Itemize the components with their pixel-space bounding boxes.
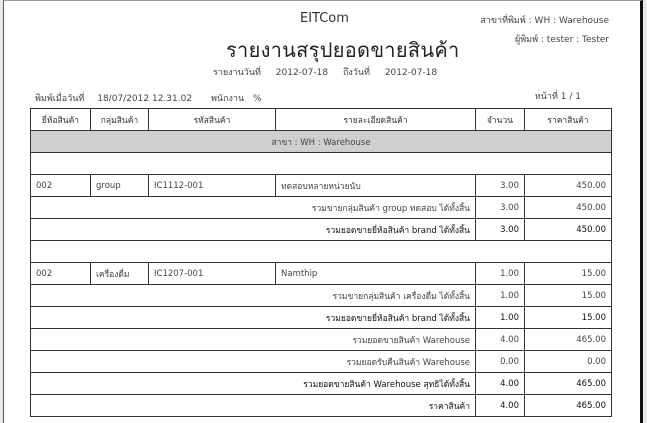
item-group: group: [91, 175, 149, 197]
print-date-label: พิมพ์เมื่อวันที่: [35, 94, 85, 104]
table-header-row: [31, 109, 612, 131]
brand-total-row: [31, 219, 612, 241]
brand-total-price: 450.00: [525, 219, 612, 241]
warehouse-net-total-row: [31, 373, 612, 395]
brand-total-label: รวมยอดขายยี่ห้อสินค้า brand ได้ทั้งสิ้น: [31, 219, 476, 241]
item-price: 450.00: [525, 175, 612, 197]
employee-value: %: [253, 94, 262, 104]
company-name: EITCom: [300, 11, 349, 26]
group-total-row: [31, 197, 612, 219]
print-date: [35, 91, 202, 105]
item-description: Namthip: [276, 263, 476, 285]
item-qty: 1.00: [476, 263, 525, 285]
group-total-qty: 3.00: [476, 197, 525, 219]
warehouse-return-total-row: [31, 351, 612, 373]
report-from-label: รายงานวันที่: [213, 68, 261, 78]
brand-total-price: 15.00: [525, 307, 612, 329]
blank-row: [31, 241, 612, 263]
total-label: ราคาสินค้า: [31, 395, 476, 417]
total-qty: 0.00: [476, 351, 525, 373]
group-total-price: 450.00: [525, 197, 612, 219]
total-price: 465.00: [525, 329, 612, 351]
item-qty: 3.00: [476, 175, 525, 197]
group-total-label: รวมขายกลุ่มสินค้า group ทดสอบ ได้ทั้งสิ้น: [31, 197, 476, 219]
total-price: 465.00: [525, 395, 612, 417]
item-code: IC1112-001: [149, 175, 276, 197]
item-brand: 002: [31, 263, 91, 285]
printed-by: ผู้พิมพ์ : tester : Tester: [514, 35, 609, 45]
col-code: รหัสสินค้า: [149, 109, 276, 131]
group-total-qty: 1.00: [476, 285, 525, 307]
col-description: รายละเอียดสินค้า: [276, 109, 476, 131]
grand-total-row: [31, 395, 612, 417]
total-qty: 4.00: [476, 395, 525, 417]
total-label: รวมยอดรับคืนสินค้า Warehouse: [31, 351, 476, 373]
total-qty: 4.00: [476, 329, 525, 351]
employee: [211, 91, 268, 105]
blank-row: [31, 153, 612, 175]
print-branch: สาขาที่พิมพ์ : WH : Warehouse: [480, 16, 609, 26]
group-total-row: [31, 285, 612, 307]
item-group: เครื่องดื่ม: [91, 263, 149, 285]
brand-total-row: [31, 307, 612, 329]
report-to-date: 2012-07-18: [384, 68, 438, 78]
total-label: รวมยอดขายสินค้า Warehouse สุทธิได้ทั้งสิ้น: [31, 373, 476, 395]
page-label: หน้าที่: [534, 92, 558, 102]
group-total-price: 15.00: [525, 285, 612, 307]
col-group: กลุ่มสินค้า: [91, 109, 149, 131]
brand-total-qty: 1.00: [476, 307, 525, 329]
page-value: 1 / 1: [560, 92, 581, 102]
group-total-label: รวมขายกลุ่มสินค้า เครื่องดื่ม ได้ทั้งสิ้น: [31, 285, 476, 307]
item-price: 15.00: [525, 263, 612, 285]
branch-label: สาขา : WH : Warehouse: [31, 131, 612, 153]
total-qty: 4.00: [476, 373, 525, 395]
col-price: ราคาสินค้า: [525, 109, 612, 131]
col-brand: ยี่ห้อสินค้า: [31, 109, 91, 131]
report-title: รายงานสรุปยอดขายสินค้า: [226, 38, 460, 62]
branch-row: [31, 131, 612, 153]
page-number: [535, 89, 581, 103]
item-code: IC1207-001: [149, 263, 276, 285]
item-brand: 002: [31, 175, 91, 197]
table-row: [31, 263, 612, 285]
col-qty: จำนวน: [476, 109, 525, 131]
total-price: 465.00: [525, 373, 612, 395]
sales-summary-table: [30, 108, 612, 417]
report-to-label: ถึงวันที่: [342, 68, 370, 78]
total-label: รวมยอดขายสินค้า Warehouse: [31, 329, 476, 351]
table-row: [31, 175, 612, 197]
report-from-date: 2012-07-18: [275, 68, 329, 78]
employee-label: พนักงาน: [211, 94, 245, 104]
print-date-value: 18/07/2012 12.31.02: [97, 94, 193, 104]
date-range: [213, 65, 449, 79]
item-description: ทดสอบหลายหน่วยนับ: [276, 175, 476, 197]
total-price: 0.00: [525, 351, 612, 373]
warehouse-sales-total-row: [31, 329, 612, 351]
brand-total-label: รวมยอดขายยี่ห้อสินค้า brand ได้ทั้งสิ้น: [31, 307, 476, 329]
brand-total-qty: 3.00: [476, 219, 525, 241]
